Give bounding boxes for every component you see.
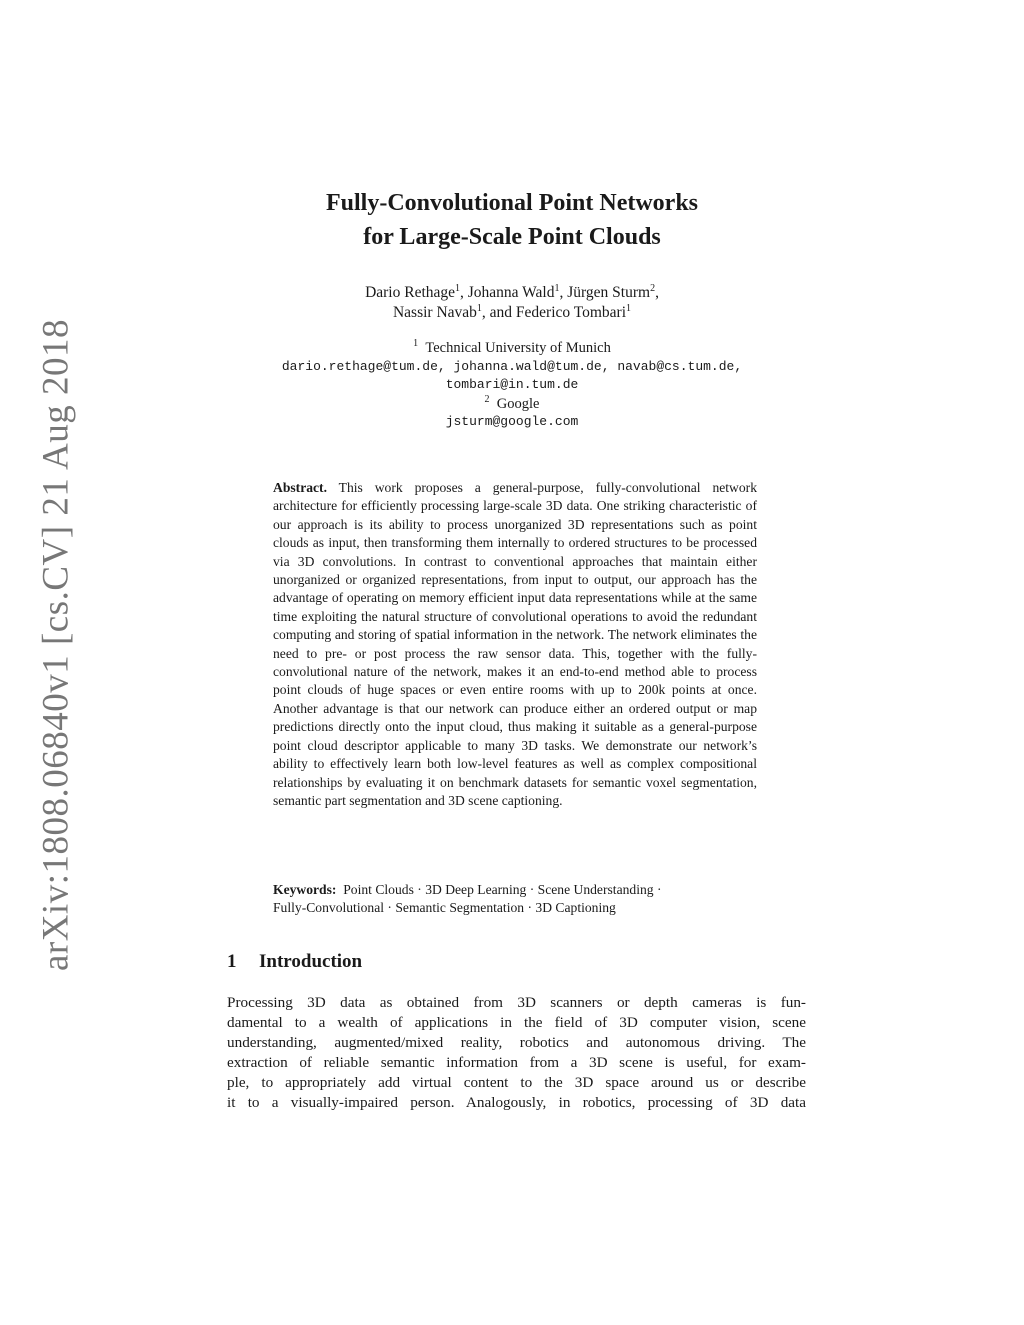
keywords-text: Point Clouds · 3D Deep Learning · Scene Understanding ·	[343, 882, 662, 897]
email-line-1: dario.rethage@tum.de, johanna.wald@tum.de, navab@cs.tum.de,	[281, 358, 743, 374]
intro-line: extraction of reliable semantic information from a 3D scene is useful, for exam-	[227, 1053, 806, 1071]
author-affil-mark: 1	[554, 283, 560, 294]
intro-line: it to a visually-impaired person. Analogously, in robotics, processing of 3D data	[227, 1093, 806, 1111]
affil-mark: 2	[484, 393, 490, 405]
abstract-label: Abstract.	[273, 480, 327, 495]
intro-line: Processing 3D data as obtained from 3D scanners or depth cameras is fun-	[227, 994, 806, 1011]
author-affil-mark: 1	[455, 283, 461, 294]
author-name: Dario Rethage	[365, 284, 456, 301]
keywords-line-1	[273, 881, 757, 899]
section-number: 1	[227, 951, 237, 972]
email-line-3: jsturm@google.com	[445, 414, 579, 429]
affiliation-1	[212, 339, 812, 358]
abstract-text: This work proposes a general-purpose, fully-convolutional network architecture for efficiently processing large-scale 3D data. One striking characteristic of our approach is its ability to process unorganized 3D representations such as point clouds as input, then transforming them internally to ordered structures to be processed via 3D convolutions. In contrast to conventional approaches that maintain either unorganized or organized representations, from input to output, our approach has the advantage of operating on memory efficient input data representations while at the same time exploiting the natural structure of convolutional operations to avoid the redundant computing and storing of spatial information in the network. The network eliminates the need to pre- or post process the raw sensor data. This, together with the fully-convolutional nature of the network, makes it an end-to-end method able to process point clouds of huge spaces or even entire rooms with up to 200k points at once. Another advantage is that our network can produce either an ordered output or map predictions directly onto the input cloud, thus making it suitable as a general-purpose point cloud descriptor applicable to many 3D tasks. We demonstrate our network’s ability to effectively learn both low-level features as well as complex compositional relationships by evaluating it on benchmark datasets for semantic voxel segmentation, semantic part segmentation and 3D scene captioning.	[273, 480, 757, 808]
keywords-label: Keywords:	[273, 882, 337, 897]
intro-paragraph	[227, 993, 806, 1112]
affiliation-2	[212, 395, 812, 414]
section-heading	[227, 951, 362, 973]
intro-line: understanding, augmented/mixed reality, robotics and autonomous driving. The	[227, 1033, 806, 1051]
abstract-block	[273, 479, 757, 810]
section-title: Introduction	[259, 951, 363, 972]
author-name: , Jürgen Sturm	[559, 284, 651, 301]
authors-line-1	[212, 283, 812, 303]
keywords-line-2: Fully-Convolutional · Semantic Segmentation · 3D Captioning	[273, 900, 616, 916]
title-line-1: Fully-Convolutional Point Networks	[325, 190, 699, 216]
intro-line: damental to a wealth of applications in the field of 3D computer vision, scene	[227, 1013, 806, 1031]
email-line-2: tombari@in.tum.de	[445, 377, 579, 392]
author-name: , Johanna Wald	[460, 284, 555, 301]
author-affil-mark: 2	[650, 283, 656, 294]
author-list	[212, 283, 812, 323]
affiliations	[212, 339, 812, 432]
affiliation-name: Google	[496, 395, 540, 412]
affiliation-name: Technical University of Munich	[425, 340, 611, 356]
author-name: Nassir Navab	[392, 304, 477, 321]
authors-line-2	[212, 303, 812, 323]
author-name: , and Federico Tombari	[481, 304, 627, 321]
title-line-2: for Large-Scale Point Clouds	[363, 224, 661, 250]
author-affil-mark: 1	[476, 303, 482, 314]
author-affil-mark: 1	[626, 303, 632, 314]
arxiv-stamp-text: arXiv:1808.06840v1 [cs.CV] 21 Aug 2018	[35, 318, 77, 972]
affil-mark: 1	[413, 338, 419, 349]
keywords-block	[273, 881, 757, 918]
paper-title	[212, 186, 812, 254]
intro-line: ple, to appropriately add virtual content to the 3D space around us or describe	[227, 1073, 806, 1091]
author-separator: ,	[655, 284, 659, 301]
